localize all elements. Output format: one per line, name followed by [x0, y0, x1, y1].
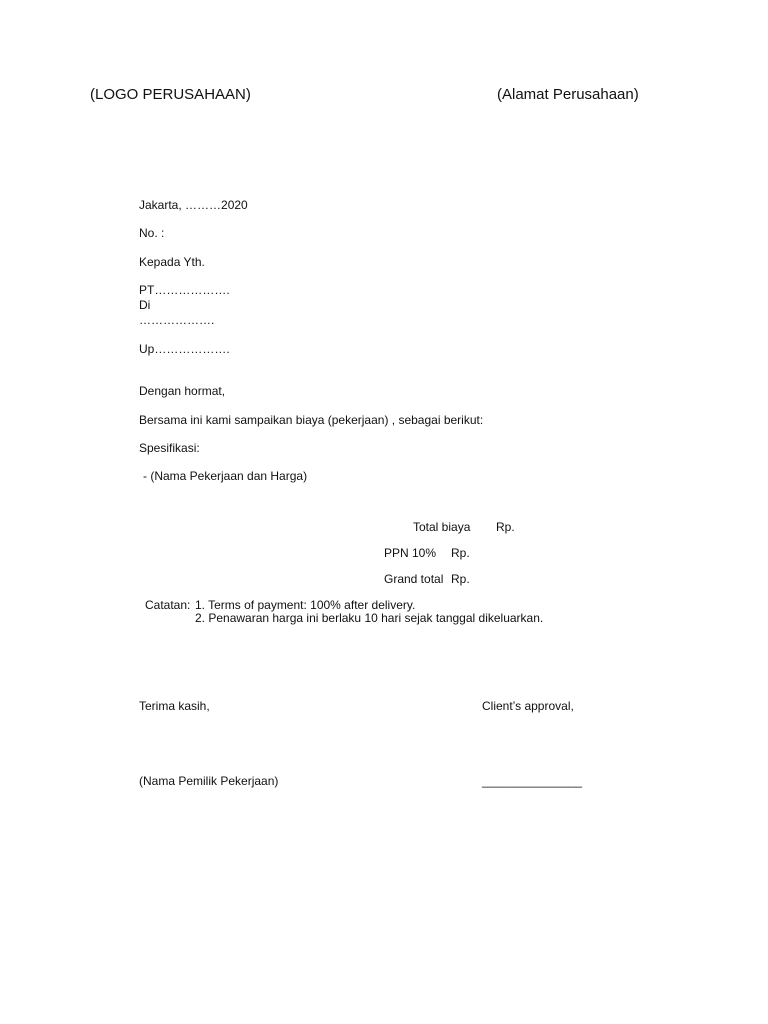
recipient-location: ……………….	[139, 313, 215, 327]
specification-item: - (Nama Pekerjaan dan Harga)	[143, 469, 308, 483]
client-approval-label: Client’s approval,	[482, 699, 574, 713]
total-label: Total biaya	[413, 520, 471, 534]
ppn-currency: Rp.	[451, 546, 470, 560]
note-item-1: 1. Terms of payment: 100% after delivery.	[195, 598, 416, 612]
attention-line: Up……………….	[139, 342, 230, 356]
total-currency: Rp.	[496, 520, 515, 534]
owner-name-placeholder: (Nama Pemilik Pekerjaan)	[139, 774, 279, 788]
opening-sentence: Bersama ini kami sampaikan biaya (pekerjaan) , sebagai berikut:	[139, 413, 484, 427]
specification-label: Spesifikasi:	[139, 441, 200, 455]
date-line: Jakarta, ………2020	[139, 198, 248, 212]
grand-total-label: Grand total	[384, 572, 444, 586]
ppn-label: PPN 10%	[384, 546, 437, 560]
signature-line: _______________	[482, 774, 583, 788]
note-item-2: 2. Penawaran harga ini berlaku 10 hari sejak tanggal dikeluarkan.	[195, 611, 544, 625]
grand-total-currency: Rp.	[451, 572, 470, 586]
recipient-company: PT……………….	[139, 283, 230, 297]
company-address-placeholder: (Alamat Perusahaan)	[497, 86, 639, 103]
recipient-di: Di	[139, 298, 151, 312]
letter-number: No. :	[139, 226, 165, 240]
recipient-intro: Kepada Yth.	[139, 255, 205, 269]
closing-thanks: Terima kasih,	[139, 699, 210, 713]
salutation: Dengan hormat,	[139, 384, 226, 398]
company-logo-placeholder: (LOGO PERUSAHAAN)	[90, 86, 251, 103]
notes-label: Catatan:	[145, 598, 191, 612]
